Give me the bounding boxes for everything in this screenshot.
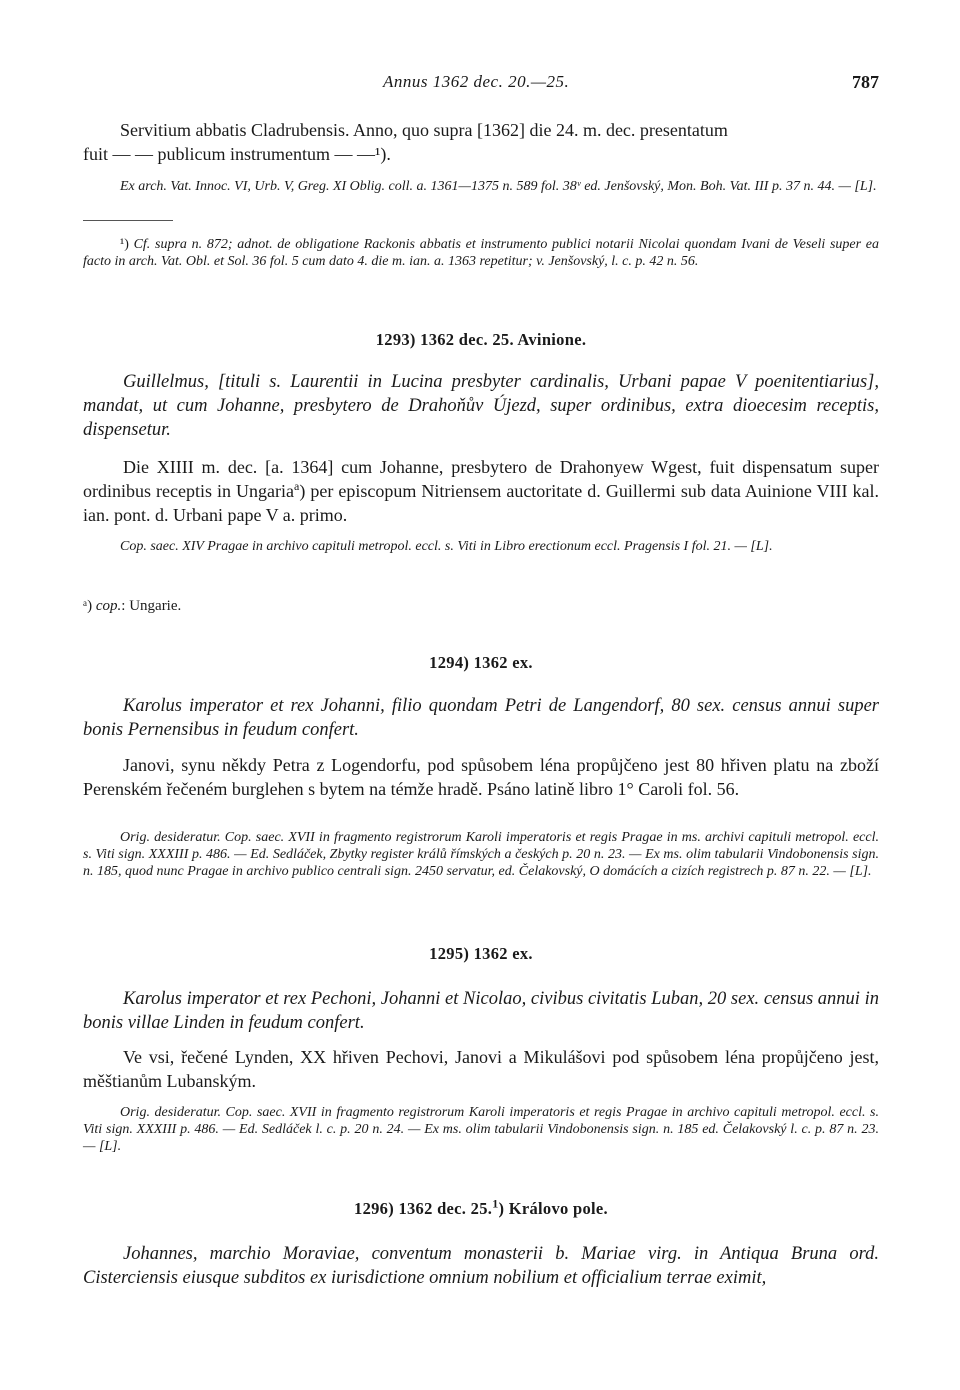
entry-1296-heading-place: ) Královo pole.: [498, 1199, 608, 1218]
entry-1293-heading: 1293) 1362 dec. 25. Avinione.: [375, 330, 587, 349]
entry-prev-source: Ex arch. Vat. Innoc. VI, Urb. V, Greg. XI Oblig. coll. a. 1361—1375 n. 589 fol. 38ᵛ ed. Jenšovský, Mon. Boh. Vat. III p. 37 n. 44. — [L].: [120, 179, 877, 194]
entry-1295-source: Orig. desideratur. Cop. saec. XVII in fragmento registrorum Karoli imperatoris et regis Pragae in archivo capituli metropol. eccl. s. Viti sign. XXXIII p. 486. — Ed. Sedláček l. c. p. 20 n. 24. — Ex ms. olim tabularii Vindobonensis sign. n. 185 ed. Čelakovský l. c. p. 87 n. 23. — [L].: [83, 1105, 879, 1154]
entry-prev-text-line1: Servitium abbatis Cladrubensis. Anno, quo supra [1362] die 24. m. dec. presentatum: [120, 120, 728, 140]
variant-label: cop.: [95, 598, 122, 614]
entry-1294-regest: Karolus imperator et rex Johanni, filio quondam Petri de Langendorf, 80 sex. census annui super bonis Pernensibus in feudum confert.: [83, 696, 879, 740]
variant-text: : Ungarie.: [121, 598, 182, 614]
entry-1293-text-part1: Die XIIII m. dec. [a. 1364] cum Johanne, presbytero de Drahonyew Wgest, fuit dispensatum super ordinibus receptis in Ungaria: [83, 457, 879, 501]
variant-marker: ᵃ): [83, 598, 93, 614]
entry-prev-text-line2: fuit — — publicum instrumentum — —¹).: [83, 144, 391, 164]
entry-1293-footnote-ref: a: [294, 479, 300, 493]
entry-1295-heading: 1295) 1362 ex.: [429, 944, 533, 963]
entry-1296-footnote-ref: 1: [492, 1196, 499, 1211]
running-head: Annus 1362 dec. 20.—25.: [383, 72, 570, 91]
footnote-divider: [83, 220, 173, 221]
entry-1294-text: Janovi, synu někdy Petra z Logendorfu, pod spůsobem léna propůjčeno jest 80 hřiven platu na zboží Perenském řečeném burglehen s bytem na témže hradě. Psáno latině libro 1° Caroli fol. 56.: [83, 755, 879, 799]
entry-prev-text: [83, 118, 879, 166]
entry-1296-heading: [83, 1196, 879, 1219]
page-number: 787: [852, 72, 879, 92]
entry-1295-text: Ve vsi, řečené Lynden, XX hřiven Pechovi, Janovi a Mikulášovi pod spůsobem léna propůjčeno jest, měštianům Lubanským.: [83, 1047, 879, 1091]
footnote-text: Cf. supra n. 872; adnot. de obligatione Rackonis abbatis et instrumento publici notarii Nicolai quondam Ivani de Veseli super ea facto in arch. Vat. Obl. et Sol. 36 fol. 5 cum dato 4. die m. ian. a. 1363 repetitur; v. Jenšovský, l. c. p. 42 n. 56.: [83, 237, 880, 269]
footnote-marker: ¹): [120, 237, 129, 252]
entry-1293-source: Cop. saec. XIV Pragae in archivo capituli metropol. eccl. s. Viti in Libro erectionum eccl. Pragensis I fol. 21. — [L].: [120, 539, 773, 554]
entry-1293-variant: [83, 594, 879, 618]
page-header: [83, 72, 879, 98]
entry-1293-regest: Guillelmus, [tituli s. Laurentii in Lucina presbyter cardinalis, Urbani papae V poenitentiarius], mandat, ut cum Johanne, presbytero de Drahoňův Újezd, super ordinibus, extra dioecesim receptis, dispensetur.: [83, 372, 879, 440]
entry-1294-heading: 1294) 1362 ex.: [429, 653, 533, 672]
entry-1293-text-part2: ) per episcopum Nitriensem auctoritate d. Guillermi sub data Auinione VIII kal. ian. pont. d. Urbani pape V a. primo.: [83, 481, 880, 525]
entry-prev-footnote: [83, 236, 879, 270]
entry-1296-heading-date: 1296) 1362 dec. 25.: [354, 1199, 493, 1218]
entry-1296-regest: Johannes, marchio Moraviae, conventum monasterii b. Mariae virg. in Antiqua Bruna ord. Cisterciensis eiusque subditos ex iurisdictione omnium nobilium et officialium terrae eximit,: [83, 1244, 879, 1288]
entry-1293-text: [83, 455, 879, 527]
entry-1294-source: Orig. desideratur. Cop. saec. XVII in fragmento registrorum Karoli imperatoris et regis Pragae in ms. archivi capituli metropol. eccl. s. Viti sign. XXXIII p. 486. — Ed. Sedláček, Zbytky register králů římských a českých p. 20 n. 23. — Ex ms. olim tabularii Vindobonensis sign. n. 185, quod nunc Pragae in archivo publico centrali sign. 2450 servatur, ed. Čelakovský, O domácích a cizích registrech p. 87 n. 22. — [L].: [83, 830, 879, 879]
entry-1295-regest: Karolus imperator et rex Pechoni, Johanni et Nicolao, civibus civitatis Luban, 20 sex. census annui in bonis villae Linden in feudum confert.: [83, 989, 879, 1033]
